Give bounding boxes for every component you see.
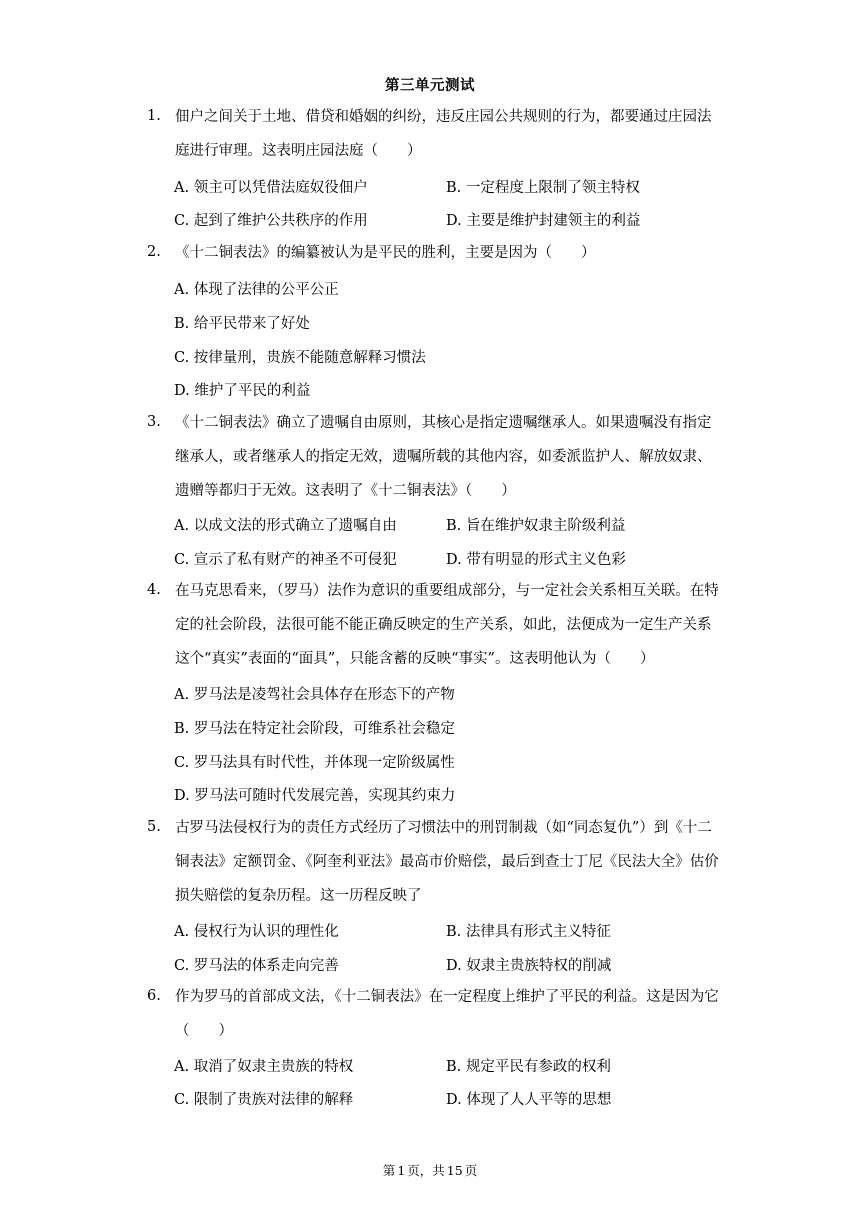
option-b: B. 旨在维护奴隶主阶级利益 xyxy=(446,518,626,534)
question-number: 1. xyxy=(147,108,161,124)
question-number: 5. xyxy=(147,819,161,835)
option-a: A. 以成文法的形式确立了遗嘱自由 xyxy=(174,518,397,534)
page-footer xyxy=(0,1161,860,1179)
option-a: A. 罗马法是凌驾社会具体存在形态下的产物 xyxy=(174,687,455,703)
page-title: 第三单元测试 xyxy=(385,77,475,94)
option-c: C. 宣示了私有财产的神圣不可侵犯 xyxy=(174,552,397,568)
option-d: D. 体现了人人平等的思想 xyxy=(446,1092,612,1108)
question-stem: 佃户之间关于土地、借贷和婚姻的纠纷，违反庄园公共规则的行为，都要通过庄园法庭进行审理。这表明庄园法庭（ ） xyxy=(175,109,712,159)
option-c: C. 罗马法具有时代性，并体现一定阶级属性 xyxy=(174,755,455,771)
question-stem: 《十二铜表法》的编纂被认为是平民的胜利，主要是因为（ ） xyxy=(175,245,596,261)
option-b: B. 罗马法在特定社会阶段，可维系社会稳定 xyxy=(174,721,455,737)
option-c: C. 限制了贵族对法律的解释 xyxy=(174,1092,354,1108)
footer-suffix: 页 xyxy=(464,1163,478,1178)
question-number: 3. xyxy=(147,414,161,430)
option-d: D. 带有明显的形式主义色彩 xyxy=(446,552,626,568)
option-a: A. 取消了奴隶主贵族的特权 xyxy=(174,1059,354,1075)
option-c: C. 罗马法的体系走向完善 xyxy=(174,958,339,974)
option-d: D. 奴隶主贵族特权的削减 xyxy=(446,958,612,974)
option-b: B. 一定程度上限制了领主特权 xyxy=(446,180,640,196)
footer-prefix: 第 xyxy=(382,1163,396,1178)
question-stem: 《十二铜表法》确立了遗嘱自由原则，其核心是指定遗嘱继承人。如果遗嘱没有指定继承人，或者继承人的指定无效，遗嘱所载的其他内容，如委派监护人、解放奴隶、遗赠等都归于无效。这表明了《十二铜表法》（ ） xyxy=(175,415,712,499)
option-d: D. 罗马法可随时代发展完善，实现其约束力 xyxy=(174,788,456,804)
footer-mid: 页，共 xyxy=(407,1163,445,1178)
question-number: 4. xyxy=(147,582,161,598)
option-d: D. 主要是维护封建领主的利益 xyxy=(446,213,641,229)
option-b: B. 法律具有形式主义特征 xyxy=(446,924,611,940)
option-a: A. 侵权行为认识的理性化 xyxy=(174,924,339,940)
option-c: C. 按律量刑，贵族不能随意解释习惯法 xyxy=(174,350,426,366)
option-b: B. 给平民带来了好处 xyxy=(174,316,310,332)
footer-total-pages: 15 xyxy=(446,1163,463,1178)
option-b: B. 规定平民有参政的权利 xyxy=(446,1059,611,1075)
option-a: A. 体现了法律的公平公正 xyxy=(174,282,339,298)
footer-page-number: 1 xyxy=(397,1163,406,1178)
option-a: A. 领主可以凭借法庭奴役佃户 xyxy=(174,180,368,196)
question-number: 2. xyxy=(147,244,161,260)
question-stem: 古罗马法侵权行为的责任方式经历了习惯法中的刑罚制裁（如“同态复仇”）到《十二铜表法》定额罚金、《阿奎利亚法》最高市价赔偿，最后到查士丁尼《民法大全》估价损失赔偿的复杂历程。这一历程反映了 xyxy=(175,820,719,904)
question-stem: 作为罗马的首部成文法，《十二铜表法》在一定程度上维护了平民的利益。这是因为它（ ） xyxy=(175,989,719,1039)
question-number: 6. xyxy=(147,988,161,1004)
option-c: C. 起到了维护公共秩序的作用 xyxy=(174,213,368,229)
option-d: D. 维护了平民的利益 xyxy=(174,383,311,399)
question-stem: 在马克思看来，（罗马）法作为意识的重要组成部分，与一定社会关系相互关联。在特定的社会阶段，法很可能不能正确反映定的生产关系，如此，法便成为一定生产关系这个“真实”表面的“面具”，只能含蓄的反映“事实”。这表明他认为（ ） xyxy=(175,583,719,667)
